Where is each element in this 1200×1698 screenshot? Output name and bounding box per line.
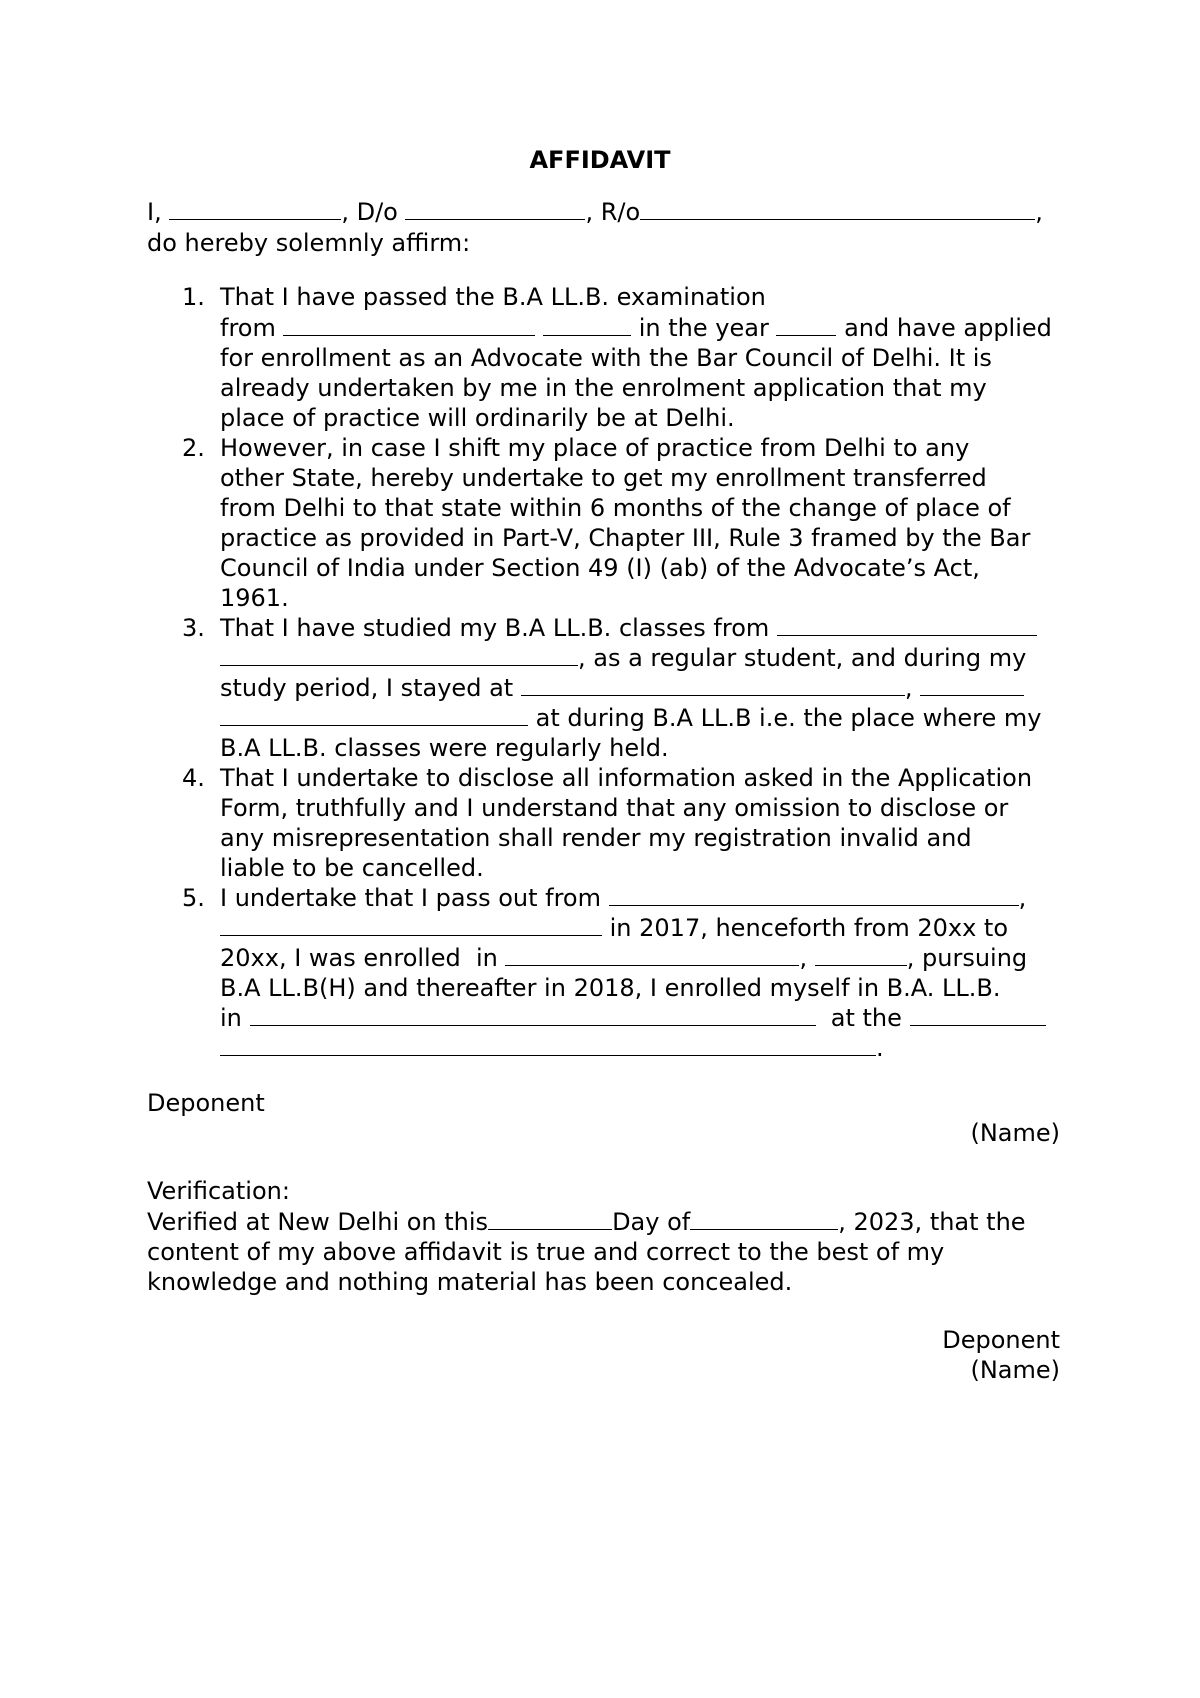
item1-line: place of practice will ordinarily be at Delhi. [220,404,735,432]
verification-line: content of my above affidavit is true and correct to the best of my [147,1238,945,1266]
item-text: , as a regular student, and during my [578,644,1027,672]
deponent-signature-label: Deponent [942,1326,1060,1354]
item-text: , [904,674,921,702]
verification-heading: Verification: [147,1177,290,1205]
item-text: in the year [631,314,777,342]
enrolled-blank[interactable] [505,945,799,966]
item-text: , pursuing [906,944,1028,972]
item-text: at the [815,1004,910,1032]
item-text: study period, I stayed at [220,674,521,702]
list-number: 1. [182,283,205,311]
item5-line [220,942,1027,974]
intro-text: , [1035,198,1043,226]
item2-line: Council of India under Section 49 (I) (ab) of the Advocate’s Act, [220,554,980,582]
item-text: I undertake that I pass out from [220,884,609,912]
item5-line [220,1002,1046,1034]
list-number: 2. [182,434,205,462]
item-text: in 2017, henceforth from 20xx to [602,914,1009,942]
institute-blank[interactable] [250,1005,816,1026]
stay-address-blank-3[interactable] [220,705,528,726]
intro-text: I, [147,198,170,226]
deponent-signature-name: (Name) [970,1356,1060,1384]
parent-blank[interactable] [405,199,585,220]
university-blank[interactable] [283,315,535,336]
item1-line: That I have passed the B.A LL.B. examination [220,283,766,311]
stay-address-blank-2[interactable] [920,675,1024,696]
item2-line: 1961. [220,584,289,612]
item-text: from [220,314,284,342]
deponent-name-label: (Name) [970,1119,1060,1147]
list-number: 3. [182,614,205,642]
residence-blank[interactable] [640,199,1035,220]
verification-text: Verified at New Delhi on this [147,1208,489,1236]
deponent-label: Deponent [147,1089,265,1117]
intro-line-1 [147,196,1043,228]
university-blank-2[interactable] [543,315,631,336]
item3-line [220,642,1026,674]
stay-address-blank[interactable] [521,675,905,696]
document-title: AFFIDAVIT [529,146,671,174]
item2-line: other State, hereby undertake to get my enrollment transferred [220,464,987,492]
month-blank[interactable] [690,1209,838,1230]
passout-blank[interactable] [609,885,1019,906]
item4-line: That I undertake to disclose all information asked in the Application [220,764,1033,792]
verification-line: knowledge and nothing material has been concealed. [147,1268,793,1296]
item4-line: any misrepresentation shall render my registration invalid and [220,824,972,852]
intro-text: , R/o [585,198,641,226]
passout-blank-2[interactable] [220,915,602,936]
item3-line: B.A LL.B. classes were regularly held. [220,734,669,762]
item3-line [220,702,1042,734]
institute-blank-3[interactable] [220,1035,876,1056]
item-text: in [220,1004,250,1032]
day-blank[interactable] [488,1209,612,1230]
verification-line [147,1206,1026,1238]
item3-line [220,612,1037,644]
college-blank[interactable] [777,615,1037,636]
verification-text: , 2023, that the [838,1208,1026,1236]
item-text: , [1018,884,1027,912]
item5-line [220,882,1026,914]
item-text: That I have studied my B.A LL.B. classes from [220,614,777,642]
intro-text: , D/o [341,198,406,226]
list-number: 5. [182,884,205,912]
item4-line: liable to be cancelled. [220,854,484,882]
college-blank-2[interactable] [220,645,578,666]
list-number: 4. [182,764,205,792]
intro-line-2: do hereby solemnly affirm: [147,229,471,257]
year-blank[interactable] [776,315,836,336]
item5-line [220,1032,884,1064]
item-text: 20xx, I was enrolled in [220,944,506,972]
item2-line: However, in case I shift my place of practice from Delhi to any [220,434,970,462]
verification-text: Day of [612,1208,691,1236]
item5-line: B.A LL.B(H) and thereafter in 2018, I enrolled myself in B.A. LL.B. [220,974,1001,1002]
item4-line: Form, truthfully and I understand that any omission to disclose or [220,794,1009,822]
enrolled-blank-2[interactable] [815,945,907,966]
item-text: , [799,944,815,972]
item1-line: already undertaken by me in the enrolment application that my [220,374,987,402]
item2-line: from Delhi to that state within 6 months of the change of place of [220,494,1011,522]
item5-line [220,912,1008,944]
item3-line [220,672,1024,704]
item1-line: for enrollment as an Advocate with the Bar Council of Delhi. It is [220,344,992,372]
item2-line: practice as provided in Part-V, Chapter III, Rule 3 framed by the Bar [220,524,1031,552]
institute-blank-2[interactable] [910,1005,1046,1026]
item-text: and have applied [836,314,1052,342]
name-blank[interactable] [169,199,341,220]
item-text: at during B.A LL.B i.e. the place where my [528,704,1042,732]
item1-line [220,312,1052,344]
item-text: . [876,1034,884,1062]
